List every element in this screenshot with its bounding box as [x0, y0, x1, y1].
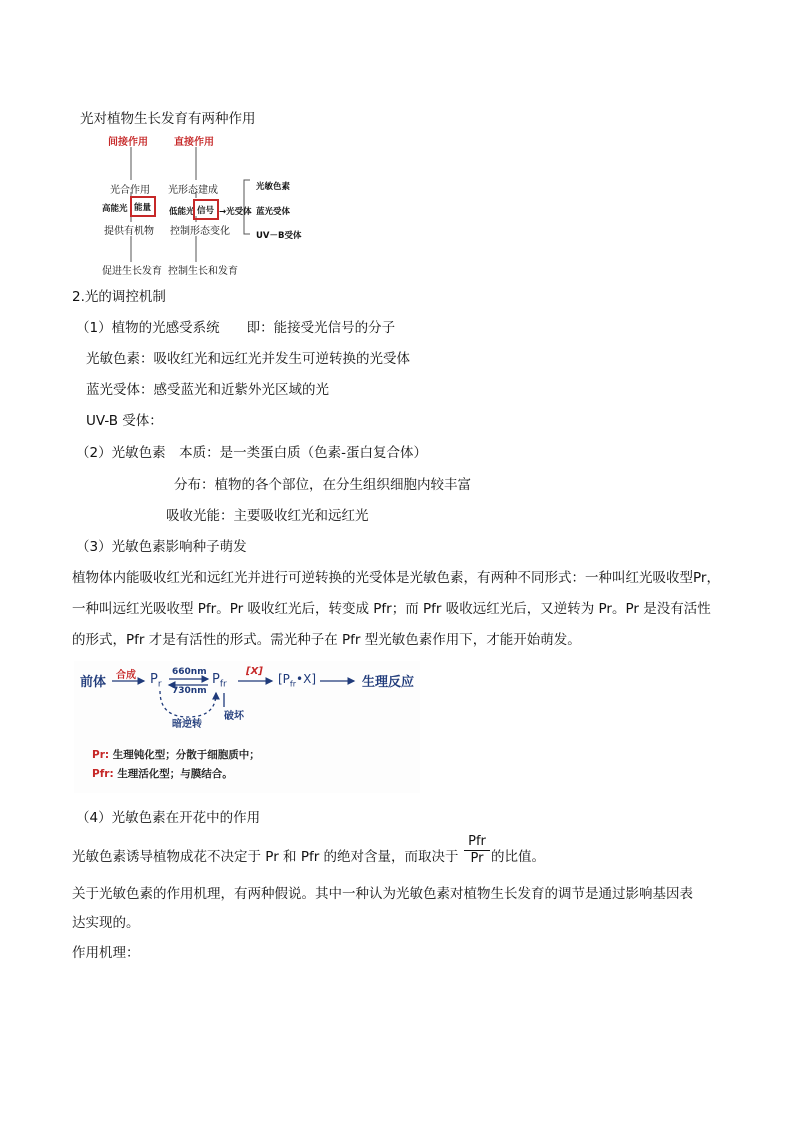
section2-line2: 光敏色素：吸收红光和远红光并发生可逆转换的光受体: [86, 351, 410, 367]
indirect-label: 间接作用: [108, 137, 148, 148]
section2-line3: 蓝光受体：感受蓝光和近紫外光区域的光: [86, 382, 329, 398]
section4-title: （4）光敏色素在开花中的作用: [76, 810, 261, 826]
section2-para-line3: 的形式，Pfr 才是有活性的形式。需光种子在 Pfr 型光敏色素作用下，才能开始萌发。: [72, 632, 581, 648]
precursor-label: 前体: [80, 675, 107, 690]
phytochrome-label: 光敏色素: [256, 182, 291, 192]
synth-label: 合成: [116, 670, 136, 681]
pr-label: $P_r$: [150, 672, 162, 690]
control-change-label: 控制形态变化: [170, 226, 230, 237]
intro-heading: 光对植物生长发育有两种作用: [80, 111, 256, 127]
section4-line3: 关于光敏色素的作用机理，有两种假说。其中一种认为光敏色素对植物生长发育的调节是通过影响基因表: [72, 886, 693, 902]
blue-receptor-label: 蓝光受体: [256, 207, 291, 217]
section4-line4: 达实现的。: [72, 915, 140, 931]
direct-label: 直接作用: [174, 137, 214, 148]
nm730-label: 730nm: [172, 686, 207, 696]
promote-label: 促进生长发育: [102, 266, 162, 277]
section2-line4: UV-B 受体：: [86, 413, 163, 429]
dark-reversion-label: 暗逆转: [172, 719, 202, 730]
high-energy-label: 高能光: [102, 204, 128, 214]
phytochrome-diagram: [74, 661, 420, 793]
section4-line2b: 的比值。: [491, 849, 545, 865]
section2-line5: （2）光敏色素 本质：是一类蛋白质（色素-蛋白复合体）: [76, 445, 427, 461]
control-growth-label: 控制生长和发育: [168, 266, 238, 277]
response-label: 生理反应: [362, 675, 415, 690]
diagram1-lines: [0, 0, 794, 300]
photomorphogenesis-label: 光形态建成: [168, 185, 218, 196]
fraction-denominator: Pr: [470, 851, 484, 866]
section2-line6: 分布：植物的各个部位，在分生组织细胞内较丰富: [174, 477, 471, 493]
low-energy-label: 低能光: [169, 207, 195, 217]
section2-line7: 吸收光能：主要吸收红光和远红光: [166, 508, 369, 524]
pfr-description: Pfr: 生理活化型；与膜结合。: [92, 768, 233, 780]
section4-line5: 作用机理：: [72, 945, 140, 961]
section4-line2a: 光敏色素诱导植物成花不决定于 Pr 和 Pfr 的绝对含量，而取决于: [72, 849, 459, 865]
pfr-pr-fraction: [464, 834, 490, 867]
uvb-receptor-label: UV－B受体: [256, 231, 302, 241]
section2-para-line2: 一种叫远红光吸收型 Pfr。Pr 吸收红光后，转变成 Pfr；而 Pfr 吸收远红光后，又逆转为 Pr。Pr 是没有活性: [72, 601, 711, 617]
organic-label: 提供有机物: [104, 226, 154, 237]
complex-label: $[P_{fr}•X]$: [278, 672, 317, 689]
receptor-label: →光受体: [219, 207, 252, 217]
destroy-label: 破坏: [224, 711, 244, 722]
nm660-label: 660nm: [172, 667, 207, 677]
fraction-numerator: Pfr: [464, 834, 490, 851]
section2-para-line1: 植物体内能吸收红光和远红光并进行可逆转换的光受体是光敏色素，有两种不同形式：一种叫红光吸收型Pr，: [72, 570, 720, 586]
section2-title: 2.光的调控机制: [72, 289, 166, 305]
signal-label: 信号: [197, 206, 215, 216]
section2-line8: （3）光敏色素影响种子萌发: [76, 539, 247, 555]
x-label: [X]: [246, 666, 263, 677]
pr-description: Pr: 生理钝化型；分散于细胞质中；: [92, 749, 260, 761]
energy-label: 能量: [134, 203, 152, 213]
photosynthesis-label: 光合作用: [110, 185, 150, 196]
pfr-label: $P_{fr}$: [212, 672, 227, 690]
section2-line1: （1）植物的光感受系统 即：能接受光信号的分子: [76, 320, 396, 336]
